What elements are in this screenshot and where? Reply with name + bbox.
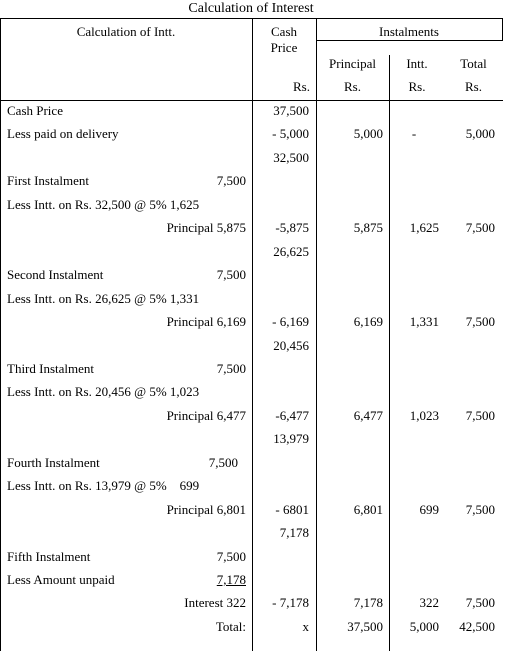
header-top-border bbox=[0, 18, 503, 19]
row-13-principal: 6,477 bbox=[353, 408, 383, 423]
row-18-cash: 7,178 bbox=[279, 525, 309, 540]
row-1-label: Less paid on delivery bbox=[7, 126, 119, 141]
row-17-intt: 699 bbox=[419, 502, 439, 517]
row-15-label: Fourth Instalment bbox=[7, 455, 100, 470]
row-5-intt: 1,625 bbox=[409, 220, 439, 235]
header-calculation: Calculation of Intt. bbox=[76, 24, 176, 39]
row-21-principal: 7,178 bbox=[353, 595, 383, 610]
document-title: Calculation of Interest bbox=[188, 1, 314, 16]
row-3-label: First Instalment bbox=[7, 173, 89, 188]
row-5-total: 7,500 bbox=[465, 220, 495, 235]
row-22-intt: 5,000 bbox=[409, 619, 439, 634]
row-9-cash: - 6,169 bbox=[272, 314, 309, 329]
row-6-cash: 26,625 bbox=[273, 244, 309, 259]
row-19-label: Fifth Instalment bbox=[7, 549, 91, 564]
row-13-cash: -6,477 bbox=[275, 408, 309, 423]
row-10-cash: 20,456 bbox=[273, 338, 309, 353]
row-3-amount: 7,500 bbox=[216, 173, 246, 188]
left-border bbox=[0, 18, 1, 651]
row-7-amount: 7,500 bbox=[216, 267, 246, 282]
row-13-intt: 1,023 bbox=[409, 408, 439, 423]
principal-divider bbox=[389, 55, 390, 651]
row-22-sub: Total: bbox=[215, 619, 246, 634]
header-instalments: Instalments bbox=[379, 24, 439, 39]
header-cash-line2: Price bbox=[270, 40, 298, 55]
row-22-principal: 37,500 bbox=[347, 619, 383, 634]
row-17-sub: Principal 6,801 bbox=[166, 502, 246, 517]
row-5-principal: 5,875 bbox=[353, 220, 383, 235]
row-0-cash: 37,500 bbox=[273, 103, 309, 118]
row-9-total: 7,500 bbox=[465, 314, 495, 329]
header-total: Total bbox=[460, 56, 487, 71]
row-1-cash: - 5,000 bbox=[272, 126, 309, 141]
row-16-label: Less Intt. on Rs. 13,979 @ 5% 699 bbox=[7, 478, 200, 493]
row-9-intt: 1,331 bbox=[409, 314, 439, 329]
instalments-underline bbox=[316, 40, 503, 41]
row-21-total: 7,500 bbox=[465, 595, 495, 610]
row-11-label: Third Instalment bbox=[7, 361, 95, 376]
row-12-label: Less Intt. on Rs. 20,456 @ 5% 1,023 bbox=[7, 384, 200, 399]
header-intt: Intt. bbox=[406, 56, 428, 71]
row-22-total: 42,500 bbox=[459, 619, 495, 634]
row-20-amount: 7,178 bbox=[216, 572, 246, 587]
row-1-total: 5,000 bbox=[465, 126, 495, 141]
row-17-cash: - 6801 bbox=[275, 502, 309, 517]
row-15-amount: 7,500 bbox=[208, 455, 238, 470]
row-17-principal: 6,801 bbox=[353, 502, 383, 517]
header-rs-principal: Rs. bbox=[344, 79, 361, 94]
row-5-cash: -5,875 bbox=[275, 220, 309, 235]
row-13-sub: Principal 6,477 bbox=[166, 408, 246, 423]
row-2-cash: 32,500 bbox=[273, 150, 309, 165]
row-4-label: Less Intt. on Rs. 32,500 @ 5% 1,625 bbox=[7, 197, 200, 212]
row-22-cash: x bbox=[302, 619, 309, 634]
header-rs-intt: Rs. bbox=[408, 79, 426, 94]
row-9-principal: 6,169 bbox=[353, 314, 383, 329]
row-21-sub: Interest 322 bbox=[184, 595, 246, 610]
row-21-cash: - 7,178 bbox=[272, 595, 309, 610]
row-0-label: Cash Price bbox=[7, 103, 63, 118]
row-7-label: Second Instalment bbox=[7, 267, 104, 282]
row-8-label: Less Intt. on Rs. 26,625 @ 5% 1,331 bbox=[7, 291, 200, 306]
header-principal: Principal bbox=[329, 56, 376, 71]
row-19-amount: 7,500 bbox=[216, 549, 246, 564]
header-bottom-border bbox=[0, 100, 503, 101]
header-rs-total: Rs. bbox=[465, 79, 482, 94]
row-20-label: Less Amount unpaid bbox=[7, 572, 115, 587]
header-cash-line1: Cash bbox=[271, 24, 297, 39]
row-11-amount: 7,500 bbox=[216, 361, 246, 376]
instalments-divider bbox=[316, 18, 317, 651]
header-rs-cash: Rs. bbox=[293, 79, 310, 94]
row-17-total: 7,500 bbox=[465, 502, 495, 517]
row-1-principal: 5,000 bbox=[353, 126, 383, 141]
row-9-sub: Principal 6,169 bbox=[166, 314, 246, 329]
right-border-top bbox=[502, 18, 503, 40]
row-1-intt: - bbox=[411, 126, 417, 141]
row-14-cash: 13,979 bbox=[273, 431, 309, 446]
row-5-sub: Principal 5,875 bbox=[166, 220, 246, 235]
row-13-total: 7,500 bbox=[465, 408, 495, 423]
row-21-intt: 322 bbox=[419, 595, 439, 610]
